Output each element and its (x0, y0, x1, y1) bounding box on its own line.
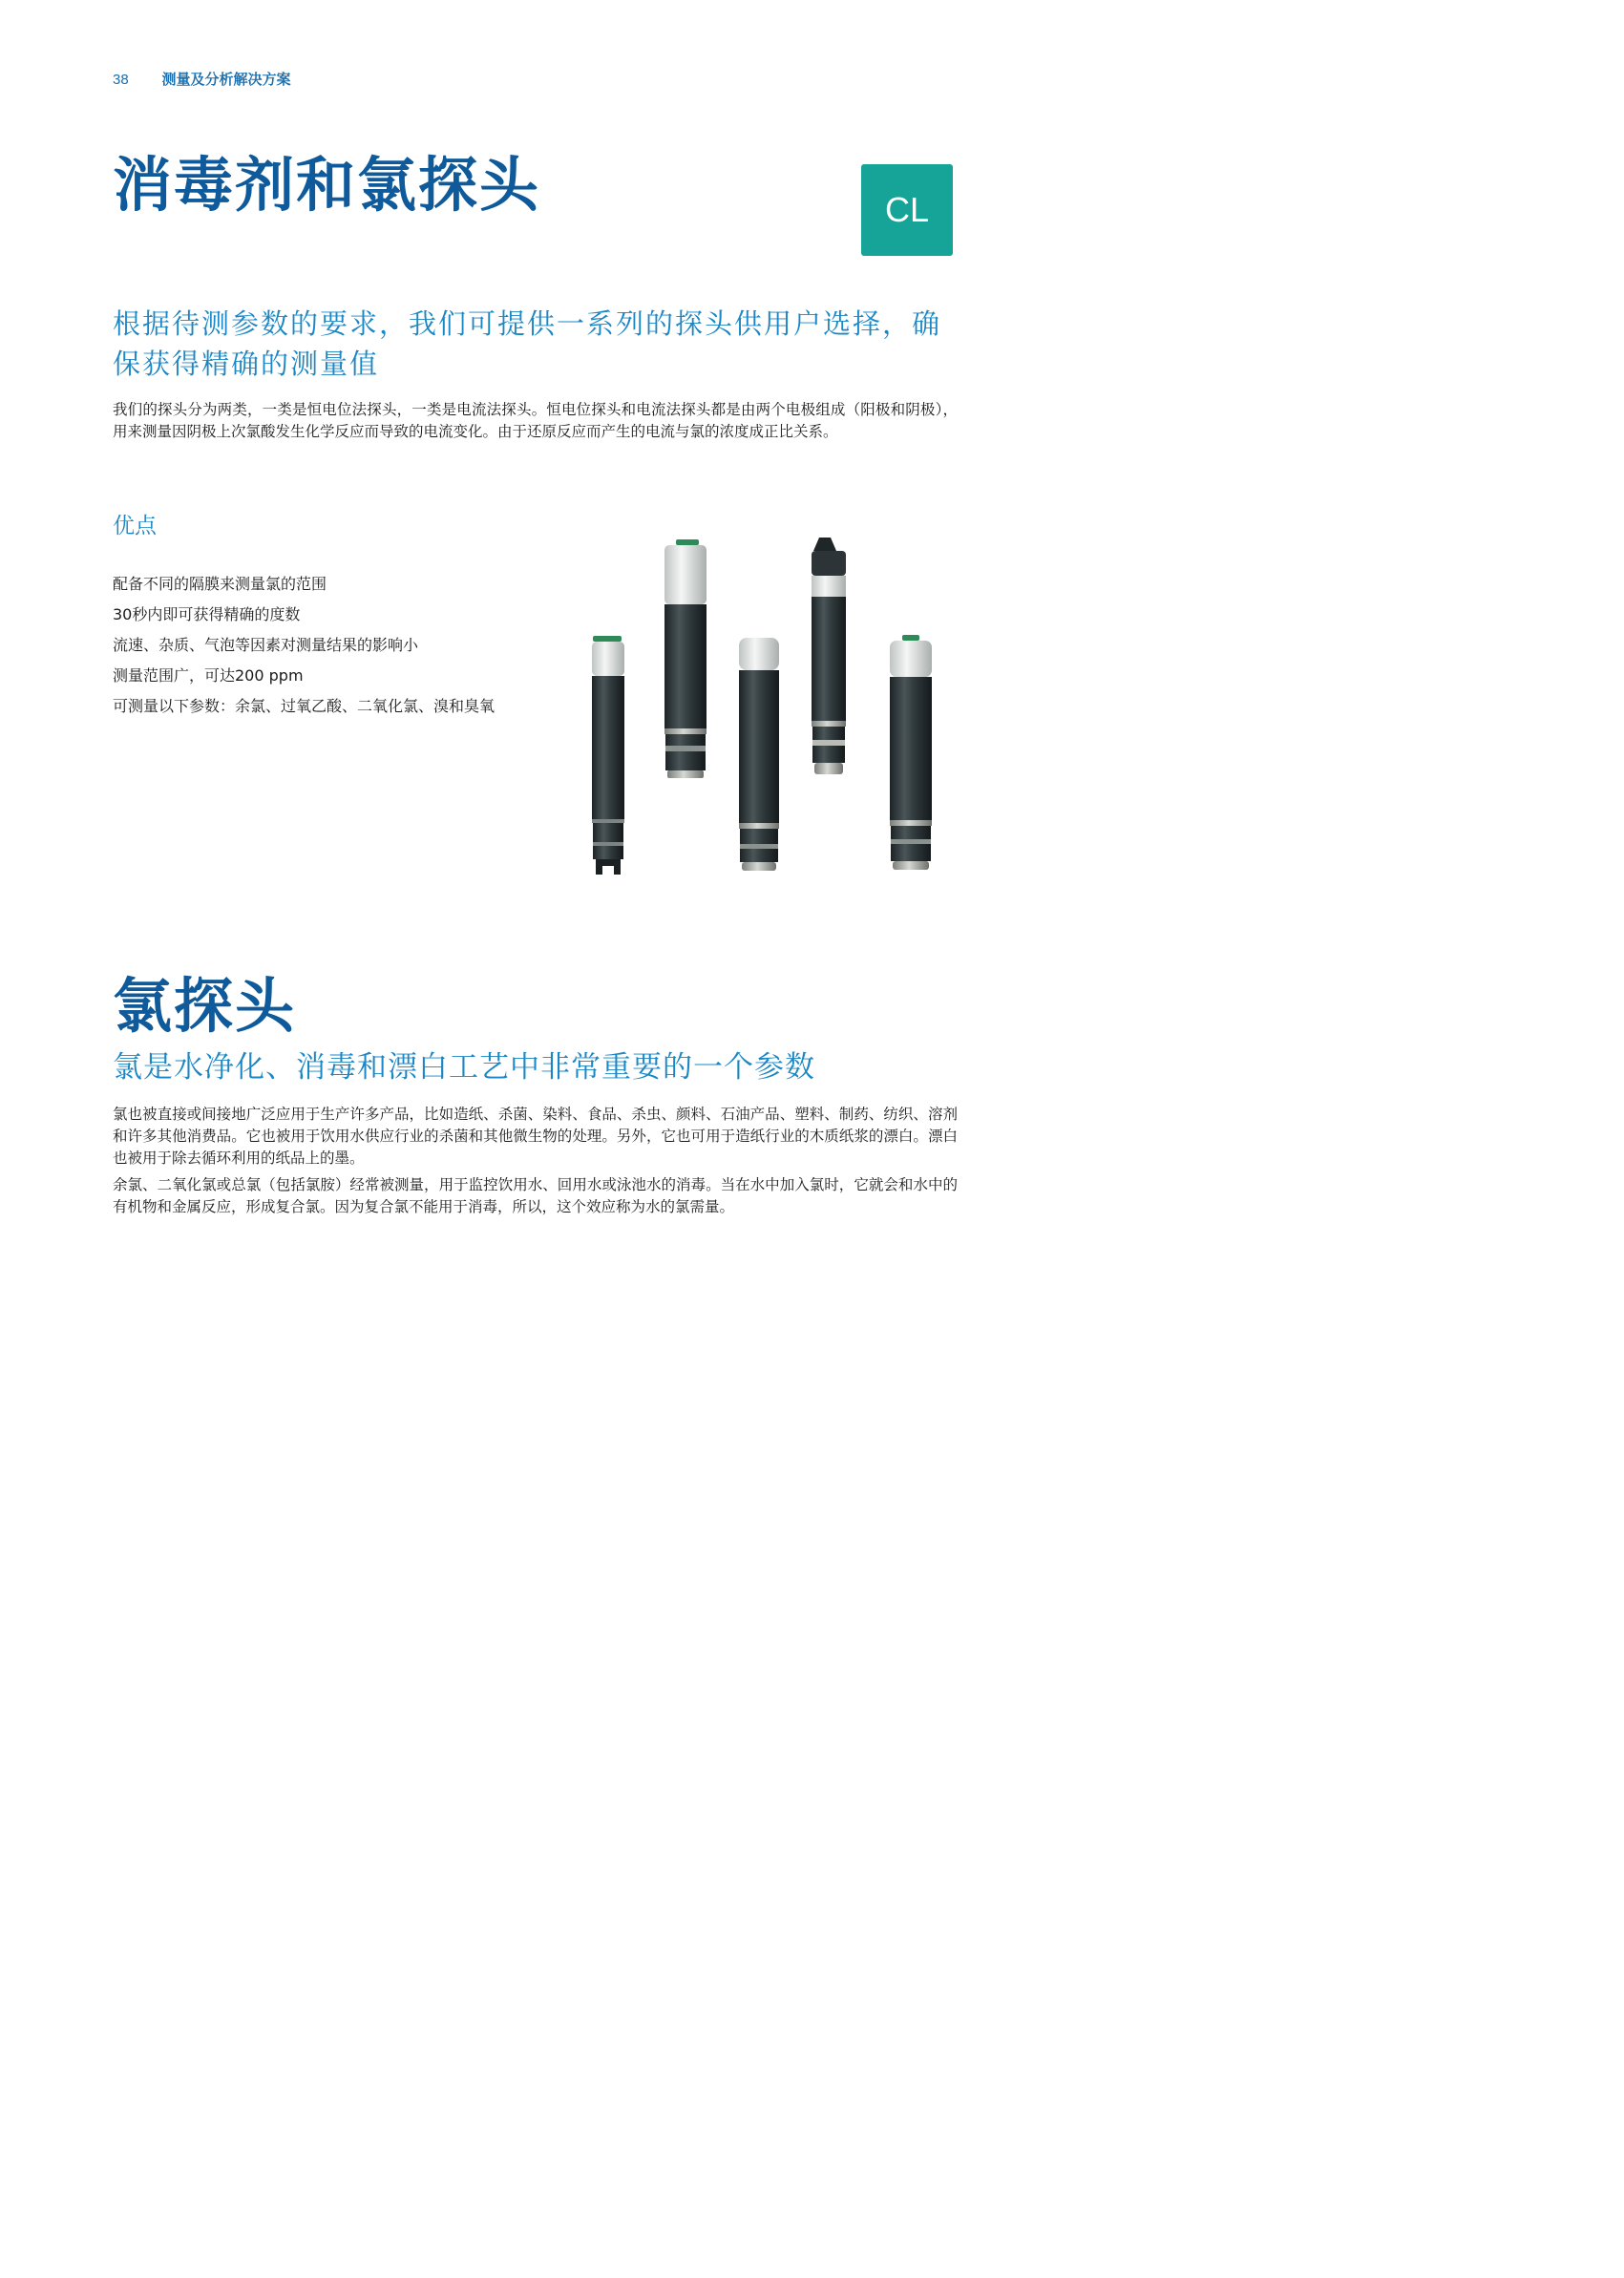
cl-badge: CL (861, 164, 953, 256)
running-title: 测量及分析解决方案 (161, 71, 291, 88)
probe-5 (890, 635, 932, 870)
probe-3 (739, 638, 779, 871)
page-number: 38 (113, 72, 129, 88)
section2-subheading: 氯是水净化、消毒和漂白工艺中非常重要的一个参数 (113, 1050, 815, 1085)
advantages-heading: 优点 (113, 514, 157, 538)
section-title: 消毒剂和氯探头 (113, 150, 541, 220)
advantage-item: 30秒内即可获得精确的度数 (113, 605, 301, 623)
paragraph: 余氯、二氧化氯或总氯（包括氯胺）经常被测量，用于监控饮用水、回用水或泳池水的消毒。当在水中加入氯时，它就会和水中的有机物和金属反应，形成复合氯。因为复合氯不能用于消毒，所以，这个效应称为水的氯需量。 (113, 1176, 958, 1215)
probe-2 (664, 539, 707, 778)
section2-title: 氯探头 (113, 971, 297, 1041)
advantage-item: 测量范围广，可达200 ppm (113, 666, 304, 685)
probe-1 (592, 636, 624, 875)
paragraph: 氯也被直接或间接地广泛应用于生产许多产品，比如造纸、杀菌、染料、食品、杀虫、颜料、石油产品、塑料、制药、纺织、溶剂和许多其他消费品。它也被用于饮用水供应行业的杀菌和其他微生物的处理。另外，它也可用于造纸行业的木质纸浆的漂白。漂白也被用于除去循环利用的纸品上的墨。 (113, 1106, 958, 1167)
intro-paragraph: 我们的探头分为两类，一类是恒电位法探头，一类是电流法探头。恒电位探头和电流法探头都是由两个电极组成（阳极和阴极），用来测量因阴极上次氯酸发生化学反应而导致的电流变化。由于还原反应而产生的电流与氯的浓度成正比关系。 (113, 401, 958, 440)
advantage-item: 配备不同的隔膜来测量氯的范围 (113, 575, 327, 593)
advantage-item: 流速、杂质、气泡等因素对测量结果的影响小 (113, 636, 419, 654)
advantages-list (113, 573, 504, 726)
probe-4 (812, 538, 846, 774)
chlorine-probes-image (573, 530, 955, 893)
advantage-item: 可测量以下参数：余氯、过氧乙酸、二氧化氯、溴和臭氧 (113, 697, 496, 715)
section-subheading: 根据待测参数的要求，我们可提供一系列的探头供用户选择，确保获得精确的测量值 (113, 307, 942, 380)
page-header (113, 69, 290, 89)
